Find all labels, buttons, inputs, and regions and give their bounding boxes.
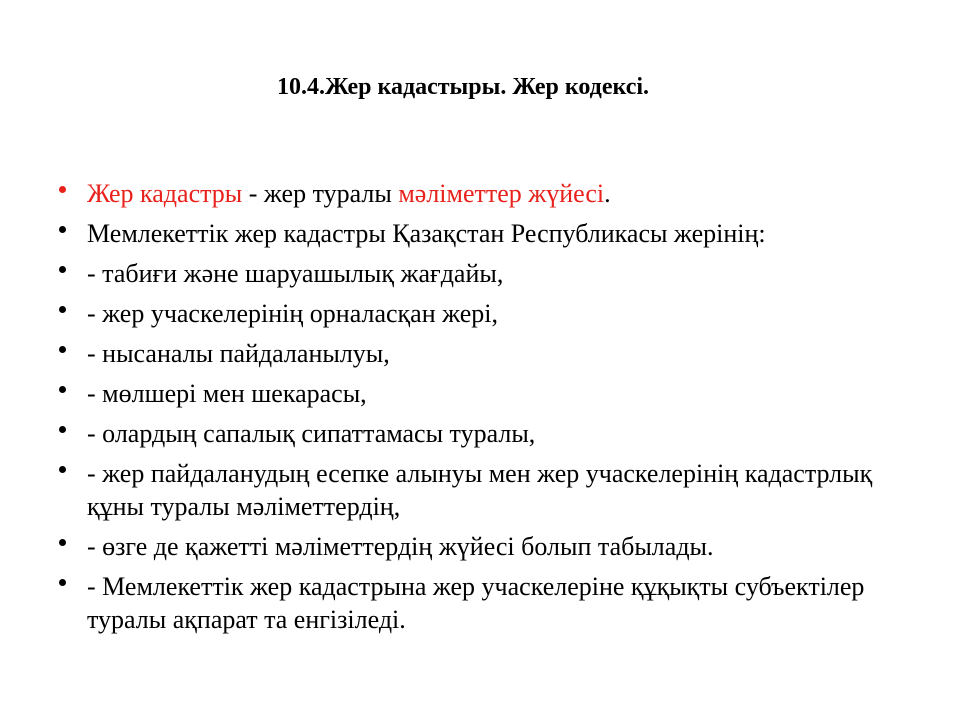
definition-text: .: [604, 179, 611, 208]
bullet-text: - олардың сапалық сипаттамасы туралы,: [87, 419, 536, 448]
bullet-list: [0, 177, 960, 643]
bullet-text: [87, 177, 882, 210]
bullet-item: [0, 417, 960, 450]
bullet-dot: [59, 346, 66, 353]
bullet-item: [0, 217, 960, 250]
bullet-text: - жер пайдаланудың есепке алынуы мен жер учаскелерінің кадастрлық құны туралы мәліметтердің,: [87, 459, 873, 521]
bullet-text: - жер учаскелерінің орналасқан жері,: [87, 299, 498, 328]
bullet-item: [0, 570, 960, 636]
bullet-dot: [59, 226, 66, 233]
bullet-dot: [59, 539, 66, 546]
bullet-item: [0, 297, 960, 330]
bullet-text: - Мемлекеттік жер кадастрына жер учаскелеріне құқықты субъектілер туралы ақпарат та енгізіледі.: [87, 572, 865, 634]
bullet-item: [0, 177, 960, 210]
bullet-item: [0, 530, 960, 563]
bullet-dot: [59, 466, 66, 473]
bullet-item: [0, 257, 960, 290]
bullet-dot: [59, 426, 66, 433]
definition-text: - жер туралы: [242, 179, 399, 208]
bullet-dot: [59, 386, 66, 393]
bullet-item: [0, 337, 960, 370]
bullet-dot: [59, 266, 66, 273]
term-highlight: Жер кадастры: [87, 179, 243, 208]
bullet-dot: [59, 306, 66, 313]
bullet-text: - өзге де қажетті мәліметтердің жүйесі болып табылады.: [87, 532, 714, 561]
bullet-text: - мөлшері мен шекарасы,: [87, 379, 367, 408]
bullet-text: - нысаналы пайдаланылуы,: [87, 339, 390, 368]
term-highlight: мәліметтер жүйесі: [398, 179, 605, 208]
bullet-text: Мемлекеттік жер кадастры Қазақстан Республикасы жерінің:: [87, 219, 766, 248]
bullet-dot: [59, 579, 66, 586]
bullet-dot: [59, 186, 66, 193]
bullet-item: [0, 377, 960, 410]
bullet-text: - табиғи және шаруашылық жағдайы,: [87, 259, 504, 288]
bullet-item: [0, 457, 960, 523]
slide-title: 10.4.Жер кадастыры. Жер кодексі.: [276, 74, 650, 100]
